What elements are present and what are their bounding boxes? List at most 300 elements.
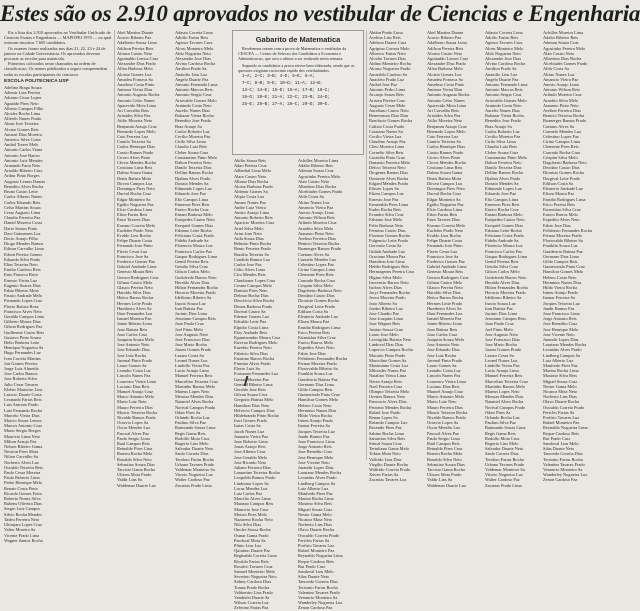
name-entry: Cirilo Silva Lima	[175, 139, 206, 145]
name-entry: Anacleto Prado Luz	[369, 76, 405, 82]
name-entry: Ulisses Mota Prado	[427, 472, 462, 478]
name-entry: Delmar Rocha Dias	[234, 293, 269, 299]
name-entry: Joaquim Souza Melo	[427, 336, 465, 342]
name-entry: Boanerges Ramos Prado	[298, 246, 342, 252]
name-entry: Ernesto Jose Paz	[369, 196, 399, 202]
name-entry: Eduardo Silva Prado	[4, 256, 41, 262]
name-entry: Nereu Araujo Reis	[369, 378, 402, 384]
name-entry: Ronaldo Silva Neto	[427, 456, 462, 462]
name-entry: Celso Martins Souza	[4, 204, 41, 210]
name-entry: Inocencio Barros Neto	[369, 279, 409, 285]
name-entry: Alfredo Nunes Prado	[4, 116, 42, 122]
name-entry: Hilton Fernandes Rocha	[485, 284, 528, 290]
name-entry: Renan Lopes Sa	[369, 415, 398, 421]
name-entry: Aureliano Castro Neto	[369, 108, 409, 114]
name-entry: Fernando Lopes Cruz	[4, 298, 43, 304]
name-entry: Walfrido Correia Prado	[369, 467, 411, 473]
name-entry: Alair Castro Neto	[298, 178, 330, 184]
name-entry: Jurandir Lopes Dias	[298, 464, 334, 470]
name-entry: Lauriano Mendes Rocha	[543, 342, 587, 348]
name-entry: Idelfonso Ribeiro Sa	[485, 295, 522, 301]
name-entry: Claudionor Lopes Cruz	[234, 277, 276, 283]
name-entry: Juvenal Pinto Prado	[117, 357, 153, 363]
name-entry: Godofredo Barros Neto	[485, 274, 527, 280]
name-entry: Dagoberto Barbosa Neto	[298, 288, 342, 294]
name-entry: Odair Pires Sa	[175, 409, 201, 415]
name-entry: Emidio Rodrigues Lima	[543, 196, 586, 202]
name-entry: Aguinaldo Lemos Cruz	[117, 56, 159, 62]
name-entry: Marcio Souza Lemos	[4, 418, 42, 424]
name-entry: Pedro Henrique Melo	[4, 480, 43, 486]
name-entry: Pancracio Alves Dias	[369, 399, 407, 405]
name-entry: Juarez Gomes Prado	[175, 347, 212, 353]
name-entry: Eduardo Jose Paz	[485, 191, 516, 197]
name-entry: Gilson Carlos Melo	[485, 269, 520, 275]
name-entry: Jandir Ramos Paz	[298, 433, 330, 439]
name-entry: Bernardo Lopes Melo	[427, 128, 466, 134]
name-list	[427, 30, 483, 488]
name-entry: Djalma Alves Prado	[485, 175, 521, 181]
name-entry: Felisberto Fernandes Rocha	[298, 355, 348, 361]
name-entry: Mauro Ferreira Dias	[117, 404, 153, 410]
name-entry: Lindberg Campos Sa	[298, 480, 335, 486]
name-entry: Alcides Rocha Lima	[4, 111, 41, 117]
name-entry: Leandro Costa Luz	[427, 368, 461, 374]
name-entry: Emilio Cardoso Reis	[4, 267, 41, 273]
name-entry: Antonio Sergio Cruz	[485, 92, 522, 98]
name-entry: Fernao Moreira Prado	[543, 232, 582, 238]
name-entry: Heitor Barros Rocha	[427, 295, 464, 301]
name-entry: Lourenco Vieira Lima	[427, 378, 466, 384]
section-title: ESCOLA POLITECNICA USP	[4, 78, 69, 84]
name-entry: Lazaro Costa Sa	[175, 352, 204, 358]
name-entry: Alcebiades Gomes Prado	[298, 189, 343, 195]
name-entry: Lamartine Teixeira Rocha	[234, 470, 280, 476]
name-entry: Lindoval Dias Dias	[369, 342, 404, 348]
name-entry: Elcio Cardoso Lima	[427, 206, 463, 212]
name-entry: Hilton Fernandes Rocha	[175, 284, 218, 290]
name-entry: Orestes Ramos Neto	[369, 394, 406, 400]
name-entry: Aloisio Gomes Luz	[117, 71, 152, 77]
headline: Estes são os 2.910 aprovados no vestibular de Ciencias e Engenharia	[0, 1, 640, 26]
name-entry: Gervasio Costa Sa	[369, 243, 402, 249]
name-entry: Maximo Silva Reis	[543, 373, 577, 379]
name-entry: Hildo Vieira Rocha	[298, 412, 333, 418]
name-entry: Roque Cardoso Reis	[298, 558, 335, 564]
name-entry: Horacio Moreira Prado	[175, 290, 216, 296]
name-entry: Erasmo Correia Melo	[117, 222, 156, 228]
name-entry: Cirino Campos Lima	[543, 139, 581, 145]
name-entry: Joao Roberto Lima	[234, 438, 268, 444]
name-entry: Juliano Ferreira Dias	[234, 464, 271, 470]
name-entry: Faustino Barros Rocha	[234, 355, 275, 361]
name-entry: Mario Luiz Neto	[117, 399, 147, 405]
name-entry: Valter Moreira Sa	[4, 527, 36, 533]
name-entry: Itamar Ferreira Sa	[543, 295, 575, 301]
name-entry: Elton Farias Reis	[427, 212, 458, 218]
intro-paragraph: Primeiros colocados serao chamados na ordem de classificacao. Os nomes publicados a seguir compreendem todas as escolas participantes do concurso.	[4, 61, 108, 77]
name-entry: Jacques Teixeira Luz	[543, 300, 580, 306]
name-entry: Dionisio Gomes Rocha	[543, 170, 584, 176]
name-entry: Venancio Monteiro Sa	[298, 595, 338, 601]
name-entry: Tancredo Correia Dias	[543, 451, 583, 457]
name-entry: Cleber Souza Cruz	[485, 149, 519, 155]
name-entry: Antonio Sergio Cruz	[175, 92, 212, 98]
name-entry: Elizeu Campos Luz	[369, 191, 404, 197]
name-entry: Odair Pires Sa	[485, 409, 511, 415]
name-entry: Decio Araujo Filho	[4, 235, 38, 241]
name-entry: Cornelio Silva Reis	[369, 149, 404, 155]
name-entry: Angelo Duarte Paz	[485, 76, 519, 82]
name-entry: Fortunato Fernandes Luz	[234, 371, 279, 377]
name-entry: Carmelo Mendes Luz	[298, 256, 337, 262]
name-entry: Hamilcar Gomes Melo	[298, 397, 339, 403]
name-entry: Eurico Barros Melo	[298, 340, 333, 346]
intro-paragraph: Os exames foram realizados nos dias 21, 22, 23 e 24 de janeiro na Cidade Universitaria. Os aprovados deverao procurar as escolas para matricula.	[4, 45, 106, 62]
name-entry: Nilton Carvalho Sa	[4, 454, 38, 460]
name-entry: Dorgival Leite Prado	[543, 175, 580, 181]
name-entry: Joao Carlos Cruz	[427, 331, 458, 337]
name-entry: Jose Antonio Neto	[427, 342, 460, 348]
name-entry: Claudio Luiz Reis	[485, 144, 517, 150]
name-entry: Silas Duarte Neto	[298, 574, 330, 580]
name-entry: Mauricio Jose Cruz	[234, 506, 269, 512]
name-entry: Ariovaldo Gomes Melo	[485, 97, 527, 103]
name-entry: Joao Francisco Lima	[543, 310, 580, 316]
name-entry: Carlos Henrique Dias	[427, 144, 466, 150]
name-entry: Benjamin Araujo Cruz	[427, 123, 467, 129]
name-entry: Regis Gama Reis	[175, 430, 206, 436]
name-entry: Benicio Teixeira Rocha	[543, 113, 585, 119]
name-entry: Clemente Pires Reis	[298, 272, 334, 278]
name-entry: Augusto Cesar Melo	[369, 102, 406, 108]
name-entry: Haroldo Silva Dias	[427, 290, 461, 296]
name-entry: Fabricio Silva Dias	[234, 350, 268, 356]
name-entry: Alceu Monteiro Melo	[485, 45, 524, 51]
name-entry: Agnaldo Pires Neto	[4, 100, 39, 106]
name-entry: Florencio Moura Luz	[485, 243, 523, 249]
name-entry: Hermes Leite Prado	[427, 300, 463, 306]
name-entry: Caio Ferreira Luz	[117, 134, 149, 140]
name-entry: Valdemar Monteiro Sa	[175, 467, 215, 473]
name-entry: Damiao Pires Neto	[234, 288, 268, 294]
name-entry: Jose Roberto Silva	[4, 376, 37, 382]
column-8	[485, 30, 541, 488]
name-entry: Eliezer Lopes Sa	[369, 186, 399, 192]
name-entry: Olimpio Teixeira Melo	[369, 389, 410, 395]
name-entry: Jacinto Dias Lima	[175, 310, 207, 316]
name-entry: Gentil Pereira Reis	[485, 258, 519, 264]
column-6	[369, 30, 425, 483]
name-entry: Jose Luiz Rocha	[117, 352, 147, 358]
name-entry: Abel Martins Duarte	[117, 30, 154, 35]
name-entry: Anisio Araujo Lima	[234, 210, 270, 216]
name-entry: Agenor Tavares Cruz	[175, 40, 213, 46]
name-entry: Danilo Teixeira Dias	[485, 165, 522, 171]
name-entry: Jose Claudio Paz	[369, 310, 399, 316]
name-entry: Teodoro Farias Rocha	[175, 456, 214, 462]
name-entry: Aparecido Mota Lima	[117, 102, 157, 108]
name-entry: Felipe Duarte Costa	[427, 238, 463, 244]
name-entry: Walter Cardoso Paz	[175, 477, 210, 483]
name-entry: Lauriano Mendes Rocha	[298, 470, 342, 476]
name-entry: Jeronimo Campos Reis	[485, 316, 526, 322]
name-entry: Antonio Fernando Lima	[175, 82, 218, 88]
name-entry: Alexandre Jose Dias	[485, 56, 522, 62]
name-entry: Flavio Cesar Luz	[117, 248, 148, 254]
name-entry: Armando Faria Neto	[4, 163, 41, 169]
name-entry: Amancio Vieira Paz	[543, 76, 579, 82]
name-entry: Cecilio Vieira Luz	[369, 134, 402, 140]
name-entry: Clovis Mendes Rocha	[427, 160, 466, 166]
name-entry: Paulo Sergio Lima	[427, 435, 460, 441]
name-entry: Ari Carvalho Reis	[427, 108, 459, 114]
name-entry: Enrico Rocha Cruz	[175, 206, 209, 212]
name-entry: Artur Jose Neto	[234, 230, 262, 236]
name-entry: Zacarias Prado Lima	[175, 482, 212, 488]
name-entry: Jorge Luiz Almeida	[4, 366, 39, 371]
name-entry: Nivaldo Ramos Prado	[117, 415, 156, 421]
name-entry: Ernesto Vieira Luz	[4, 277, 38, 283]
name-entry: Adalberto Souza Lima	[117, 40, 157, 46]
name-entry: Feliciano Costa Prado	[175, 232, 214, 238]
name-entry: Epaminondas Moura Cruz	[234, 334, 281, 340]
name-entry: Rui Prado Cruz	[298, 563, 326, 569]
name-entry: Alipio Costa Luz	[234, 194, 265, 200]
name-entry: Anatolio Lins Luz	[175, 71, 208, 77]
name-entry: Diogenes Ramos Dias	[369, 170, 409, 176]
name-entry: Osmar Gama Prado	[234, 532, 269, 538]
name-entry: Carlos Henrique Dias	[117, 144, 156, 150]
name-entry: Evaldo Lins Rocha	[427, 232, 461, 238]
name-entry: Alfeu Barbosa Melo	[427, 66, 463, 72]
name-entry: Edson Pereira Gomes	[4, 251, 43, 257]
name-entry: Lauro Gomes Sa	[117, 363, 147, 368]
name-entry: Evandro Silva Cruz	[369, 212, 404, 218]
name-entry: Joao Francisco Lima	[298, 438, 335, 444]
name-entry: Eliseu Moura Paz	[298, 319, 330, 325]
name-entry: Noel Ferreira Cruz	[369, 383, 403, 389]
name-entry: Rodolfo Mota Cruz	[485, 435, 520, 441]
name-entry: Francisco Carlos Paz	[175, 248, 213, 254]
name-entry: Fulgencio Leite Prado	[369, 238, 409, 244]
name-entry: Achilles Moreira Lima	[543, 30, 584, 35]
name-entry: Franklin Souza Luz	[298, 371, 333, 377]
name-entry: Elton Farias Reis	[117, 212, 148, 218]
name-entry: Gerson Rodrigues Cruz	[427, 274, 469, 280]
name-entry: Leonel Nunes Luz	[175, 357, 208, 363]
name-entry: Enrico Rocha Cruz	[485, 206, 519, 212]
name-entry: Aldir Costa Sa	[298, 194, 324, 200]
name-entry: Atilio Moreira Neto	[117, 118, 153, 124]
name-entry: Fabio Ribeiro Mota	[4, 287, 39, 293]
name-entry: Fidelis Andrade Sa	[485, 238, 519, 244]
name-entry: Virgilio Duarte Rocha	[369, 461, 408, 467]
name-entry: Arnobio Silva Melo	[543, 97, 579, 103]
name-entry: Mario Luiz Neto	[427, 399, 457, 405]
name-entry: Caetano Alves Sa	[298, 251, 329, 257]
name-entry: Edgard Mendes Prado	[369, 180, 409, 186]
name-entry: Heitor Barros Rocha	[117, 295, 154, 301]
name-entry: Custodio Pinto Cruz	[369, 154, 405, 160]
name-entry: Inacio Souza Luz	[485, 300, 516, 306]
name-entry: Bento Ferreira Prado	[234, 246, 271, 252]
name-entry: Jose Luiz Rocha	[427, 352, 457, 358]
name-entry: Idelfonso Ribeiro Sa	[175, 295, 212, 301]
name-entry: Ademir Luiz Pereira	[4, 90, 41, 96]
name-entry: Jaime Ribeiro Lima	[117, 321, 152, 327]
name-entry: Getulio Silva Cruz	[175, 264, 208, 270]
name-entry: Amilton Prado Sa	[485, 66, 517, 72]
name-entry: Antonio Wilson Reis	[298, 215, 335, 221]
name-entry: Norberto Lins Dias	[543, 394, 577, 400]
name-entry: Durval Rocha Cruz	[117, 191, 152, 197]
name-entry: Paulino Silva Paz	[175, 420, 206, 426]
name-entry: Benicio Teixeira Rocha	[298, 241, 340, 247]
name-entry: Valdomiro Lins Prado	[234, 589, 273, 595]
name-entry: Urbano Tavares Prado	[485, 461, 525, 467]
name-entry: Heleno Costa Neto	[543, 274, 577, 280]
name-entry: Alexandre Dias Prado	[117, 61, 156, 67]
name-entry: Paschoal Mota Sa	[234, 537, 266, 543]
name-entry: Anibal Torres Melo	[4, 142, 39, 148]
name-entry: Adilson Pereira Reis	[427, 45, 464, 51]
name-entry: Jose Augusto Neto	[485, 331, 518, 337]
name-entry: Raul Campos Reis	[427, 441, 460, 447]
name-entry: Antonio Marcos Reis	[175, 87, 213, 93]
name-entry: Jose Geraldo Melo	[234, 454, 268, 460]
name-entry: Agostinho Pereira Melo	[298, 173, 341, 179]
name-entry: Waldemar Duarte Luz	[427, 482, 466, 488]
name-entry: Eurico Barros Melo	[543, 212, 578, 218]
name-entry: Cleto Moreira Lima	[369, 144, 405, 150]
name-entry: Edmundo Lopes Luz	[175, 186, 212, 192]
name-entry: Marcos Antonio Cruz	[4, 423, 43, 429]
name-entry: Miguel Souza Cruz	[543, 378, 578, 384]
name-entry: Sebastiao Souza Dias	[427, 461, 465, 467]
name-entry: Lauro Jose Melo	[369, 331, 399, 337]
name-entry: Agostinho Pereira Melo	[543, 45, 586, 51]
name-entry: Julio Cesar Tavares	[4, 381, 39, 387]
name-entry: Eleuterio Andrade Luz	[543, 186, 583, 192]
name-entry: Jonas Araujo Reis	[234, 444, 266, 450]
name-entry: Adalto Ribeiro Reis	[298, 163, 334, 169]
name-entry: Cesar Augusto Lima	[4, 209, 41, 215]
name-entry: Newton Pires Mota	[4, 449, 39, 455]
name-entry: Adherbal Lima Melo	[234, 168, 272, 174]
name-entry: Atilio Moreira Neto	[427, 118, 463, 124]
name-entry: Milciades Nunes Paz	[369, 368, 407, 374]
name-entry: Rui Prado Cruz	[543, 435, 571, 441]
name-entry: Ismael Moreira Paz	[427, 316, 462, 322]
name-entry: Gastao Moreira Paz	[234, 376, 269, 382]
name-entry: Valdir Lins Sa	[117, 477, 143, 483]
name-entry: Marino Rocha Lima	[543, 368, 579, 374]
name-entry: Achilles Moreira Lima	[298, 158, 339, 163]
name-entry: Pascoal Alves Paz	[117, 430, 149, 436]
name-entry: Pericles Farias Sa	[298, 537, 330, 543]
name-entry: Adelino Braga Souza	[4, 85, 42, 91]
name-entry: Marcelino Teixeira Cruz	[175, 378, 219, 384]
name-entry: Arnobio Silva Melo	[298, 225, 334, 231]
gabarito-box	[232, 30, 364, 155]
name-entry: Rafael Monteiro Paz	[543, 420, 580, 426]
name-entry: Enio Fonseca Brito	[4, 272, 38, 278]
name-entry: Boanerges Ramos Prado	[543, 118, 587, 124]
name-entry: Ademar Souza Cruz	[298, 168, 334, 174]
name-entry: Marco Antonio Melo	[427, 394, 465, 400]
name-entry: Lupercio Campos Rocha	[369, 347, 413, 353]
name-entry: Nestor Gama Melo	[543, 383, 577, 389]
name-entry: Antonio Roberto Reis	[234, 215, 273, 221]
name-entry: Americo Silva Costa	[4, 137, 41, 143]
column-2	[117, 30, 173, 488]
name-entry: Cicero Alves Pinto	[427, 154, 461, 160]
name-entry: Cristiano Lima Reis	[427, 165, 463, 171]
name-entry: Elio Campos Lima	[485, 196, 519, 202]
name-entry: Felisberto Fernandes Rocha	[543, 227, 593, 233]
name-entry: Salvador Duarte Neto	[175, 446, 214, 452]
name-entry: Waldemar Duarte Luz	[117, 482, 156, 488]
name-entry: Aurelio Nunes Dias	[175, 108, 210, 114]
name-entry: Crispim Silva Melo	[298, 282, 333, 288]
name-entry: Humberto Alves Sa	[117, 305, 152, 311]
name-entry: Jose Francisco Dias	[175, 336, 210, 342]
name-entry: Domingos Pires Neto	[427, 186, 465, 192]
name-entry: Firmino Alves Prado	[234, 360, 271, 366]
column-rule	[366, 30, 367, 460]
gabarito-text: Segundo os candidatos a prova esteve bem elaborada, sendo que as questoes exigiram raciocinio rapido dos vestibulandos.	[238, 63, 355, 73]
name-entry: Elias Teixeira Neto	[4, 261, 38, 267]
name-entry: Esmeraldo Pires Lima	[369, 201, 409, 207]
name-entry: Alcebiades Gomes Prado	[543, 61, 588, 67]
name-entry: Jose Francisco Dias	[485, 336, 520, 342]
name-entry: Aristides Silva Paz	[117, 113, 151, 119]
name-entry: Lincoln Nunes Paz	[427, 373, 461, 379]
name-entry: Rodolfo Mota Cruz	[175, 435, 210, 441]
name-entry: Anselmo Costa Pinto	[427, 82, 465, 88]
name-entry: Diogo Mendes Ramos	[4, 241, 44, 247]
name-entry: Norival Campos Prado	[485, 404, 526, 410]
name-entry: Deodato Castro Dias	[298, 293, 335, 299]
name-entry: Ilton Fernandes Luz	[117, 310, 153, 316]
name-entry: Felix Barbosa Neto	[369, 222, 404, 228]
name-entry: Reinaldo Pires Cruz	[117, 446, 153, 452]
column-5	[298, 158, 360, 611]
name-entry: Dimas Barbosa Prado	[234, 303, 273, 309]
name-entry: Lindolfo Vieira Paz	[485, 363, 520, 368]
name-entry: Manoel Araujo Cruz	[427, 389, 464, 395]
name-entry: Ubirajara Lopes Cruz	[4, 522, 43, 528]
name-entry: Emerson Pires Reis	[485, 201, 520, 207]
name-entry: Alaor Castro Neto	[234, 173, 267, 179]
name-entry: Oswaldo Correia Prado	[298, 532, 340, 538]
name-entry: Arcanjo Souza Reis	[369, 92, 404, 98]
name-entry: Jaime Ribeiro Lima	[427, 321, 462, 327]
name-entry: Euripedes Castro Neto	[175, 217, 215, 223]
name-entry: Gregorio Batista Melo	[234, 397, 274, 403]
column-3	[175, 30, 231, 488]
name-entry: Ilton Fernandes Luz	[427, 310, 463, 316]
name-entry: Aloisio Gomes Luz	[427, 71, 462, 77]
name-entry: Roberto Nunes Silva	[4, 496, 41, 502]
name-list	[117, 30, 173, 488]
name-entry: Braz Araujo Sa	[485, 123, 512, 129]
name-entry: Clemente Pires Reis	[543, 144, 579, 150]
name-entry: Aldir Costa Sa	[543, 66, 569, 72]
name-entry: Wanderley Nogueira Luz	[298, 600, 343, 606]
name-entry: Acacio Ribeiro Paz	[427, 35, 462, 41]
